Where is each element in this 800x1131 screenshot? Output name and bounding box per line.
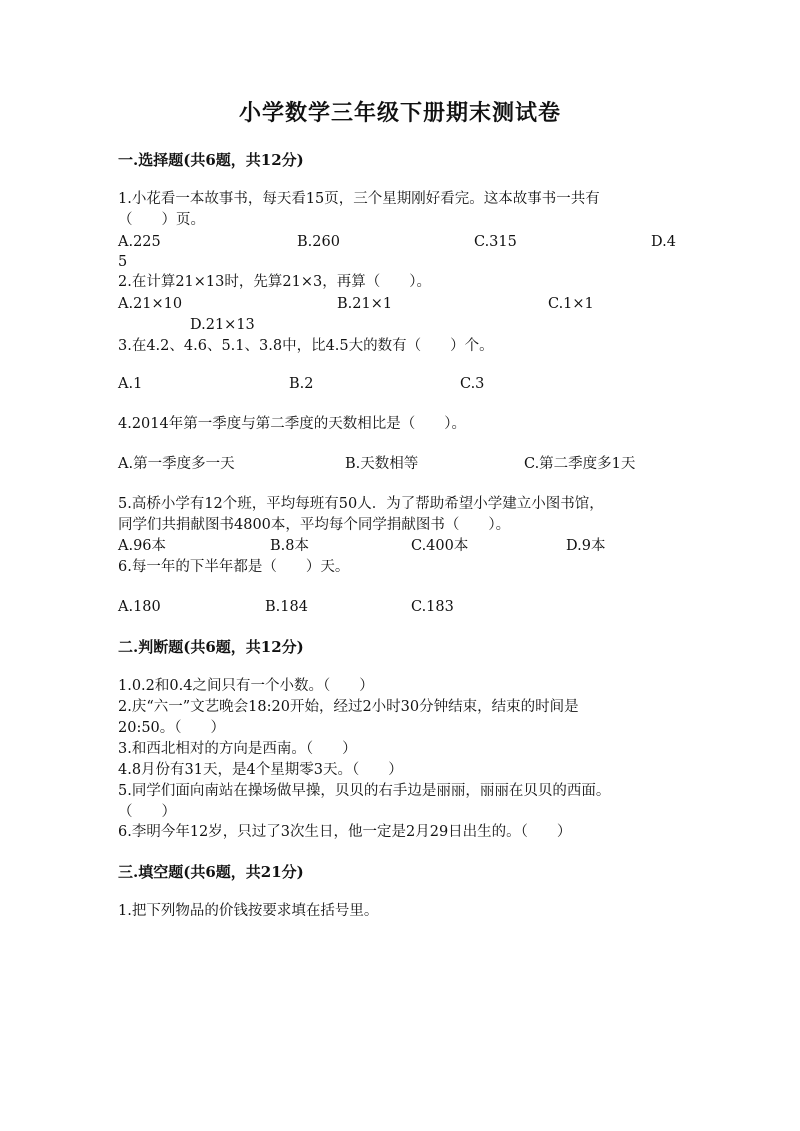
q1-option-d: D.4 (651, 234, 676, 250)
q1-option-d-wrap: 5 (118, 254, 128, 270)
q2-option-b: B.21×1 (337, 296, 393, 312)
q3-text-line1: 3.在4.2、4.6、5.1、3.8中，比4.5大的数有（ ）个。 (118, 338, 494, 354)
q6-option-a: A.180 (118, 599, 161, 615)
q4-option-c: C.第二季度多1天 (524, 456, 636, 472)
judge-q2-line1: 2.庆“六一”文艺晚会18:20开始，经过2小时30分钟结束，结束的时间是 (118, 699, 579, 715)
judge-q5-line2: （ ） (118, 804, 176, 820)
judge-q6: 6.李明今年12岁，只过了3次生日，他一定是2月29日出生的。（ ） (118, 824, 572, 840)
q5-option-b: B.8本 (270, 538, 309, 554)
page-title: 小学数学三年级下册期末测试卷 (238, 100, 561, 126)
q1-option-b: B.260 (297, 234, 340, 250)
q3-option-b: B.2 (289, 376, 314, 392)
section-heading-fill: 三.填空题(共6题，共21分) (118, 863, 304, 881)
q6-option-b: B.184 (265, 599, 308, 615)
judge-q2-line2: 20:50。（ ） (118, 720, 226, 736)
q6-text-line1: 6.每一年的下半年都是（ ）天。 (118, 559, 350, 575)
judge-q3: 3.和西北相对的方向是西南。（ ） (118, 741, 357, 757)
q3-option-a: A.1 (118, 376, 143, 392)
judge-q1: 1.0.2和0.4之间只有一个小数。（ ） (118, 678, 374, 694)
q5-option-c: C.400本 (411, 538, 469, 554)
q3-option-c: C.3 (460, 376, 485, 392)
q2-text-line1: 2.在计算21×13时，先算21×3，再算（ ）。 (118, 274, 431, 290)
q2-option-a: A.21×10 (118, 296, 183, 312)
q5-option-a: A.96本 (118, 538, 167, 554)
q5-text-line1: 5.高桥小学有12个班，平均每班有50人．为了帮助希望小学建立小图书馆， (118, 496, 604, 512)
section-heading-choice: 一.选择题(共6题，共12分) (118, 151, 304, 169)
q4-option-b: B.天数相等 (345, 456, 419, 472)
q1-text-line1: 1.小花看一本故事书，每天看15页，三个星期刚好看完。这本故事书一共有 (118, 191, 600, 207)
section-heading-judge: 二.判断题(共6题，共12分) (118, 638, 304, 656)
q2-option-d: D.21×13 (190, 317, 255, 333)
q4-text-line1: 4.2014年第一季度与第二季度的天数相比是（ ）。 (118, 416, 466, 432)
q1-text-line2: （ ）页。 (118, 212, 205, 228)
q5-text-line2: 同学们共捐献图书4800本，平均每个同学捐献图书（ ）。 (118, 517, 511, 533)
q4-option-a: A.第一季度多一天 (118, 456, 235, 472)
fill-q1: 1.把下列物品的价钱按要求填在括号里。 (118, 903, 379, 919)
q6-option-c: C.183 (411, 599, 454, 615)
q1-option-c: C.315 (474, 234, 517, 250)
judge-q5-line1: 5.同学们面向南站在操场做早操，贝贝的右手边是丽丽，丽丽在贝贝的西面。 (118, 783, 611, 799)
q1-option-a: A.225 (118, 234, 161, 250)
q2-option-c: C.1×1 (548, 296, 594, 312)
q5-option-d: D.9本 (566, 538, 606, 554)
judge-q4: 4.8月份有31天，是4个星期零3天。（ ） (118, 762, 403, 778)
